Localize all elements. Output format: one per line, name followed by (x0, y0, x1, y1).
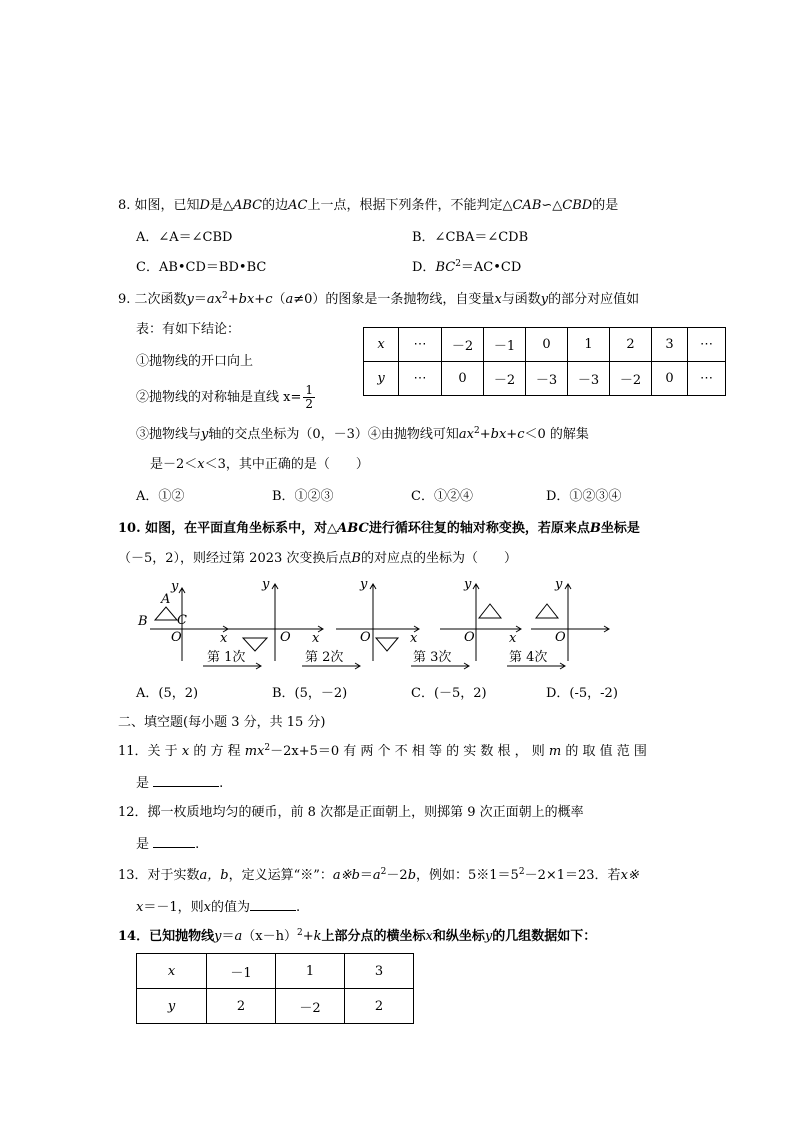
q13-stem: 13．对于实数a，b，定义运算“※”：$a※b=a^2-2b$，例如：$5※1=5^2-2\times 1=23$．若x※ (118, 867, 639, 883)
q8-option-b: B．∠CBA＝∠CDB (412, 230, 529, 245)
q14-stem: 14．已知抛物线$y=a(x-h)^2+k$上部分点的横坐标x和纵坐标y的几组数据如下： (118, 928, 597, 944)
origin-label: O (171, 630, 182, 645)
point-label-b: B (138, 614, 148, 629)
step-label: 第 3次 (413, 650, 452, 665)
axis-label-x: x (410, 631, 418, 646)
table-cell: ⋯ (688, 328, 726, 362)
q8-option-a: A．∠A＝∠CBD (136, 230, 233, 245)
table-cell: －2 (610, 362, 652, 396)
table-cell: 2 (610, 328, 652, 362)
axis-label-y: y (555, 577, 563, 592)
answer-blank[interactable] (153, 773, 219, 787)
table-cell: 2 (207, 989, 276, 1024)
table-cell: 1 (276, 954, 345, 989)
table-cell: －1 (207, 954, 276, 989)
axis-label-x: x (509, 631, 517, 646)
table-cell: 2 (345, 989, 414, 1024)
table-row (364, 362, 726, 396)
origin-label: O (555, 630, 566, 645)
q9-option-d: D．①②③④ (546, 489, 622, 504)
table-row (364, 328, 726, 362)
q11-answer-line: 是 . (136, 773, 223, 793)
q11-stem: 11．关 于 x 的 方 程 $mx^2-2x+5=0$ 有 两 个 不 相 等 的 实 数 根 ， 则 m 的 取 值 范 围 (118, 743, 647, 759)
q13-answer-line: x＝－1，则x的值为 . (136, 897, 300, 917)
table-cell: －2 (442, 328, 484, 362)
table-cell: －2 (276, 989, 345, 1024)
section-heading: 二、填空题(每小题 3 分，共 15 分) (118, 715, 326, 730)
answer-blank[interactable] (153, 834, 195, 848)
table-cell: －3 (526, 362, 568, 396)
q9-option-a: A．①② (136, 489, 185, 504)
answer-blank[interactable] (250, 897, 296, 911)
table-cell: 3 (345, 954, 414, 989)
q14-value-table (136, 953, 414, 1024)
table-cell: x (137, 954, 207, 989)
table-cell: ⋯ (688, 362, 726, 396)
table-row (137, 989, 414, 1024)
table-cell: 1 (568, 328, 610, 362)
q8-stem: 8. 如图，已知D是△ABC的边AC上一点，根据下列条件，不能判定△CAB∽△CBD的是 (118, 198, 619, 213)
q9-conclusion-1: ①抛物线的开口向上 (136, 354, 254, 369)
q10-option-d: D．(-5，-2) (546, 686, 618, 701)
q9-table-intro: 表：有如下结论： (136, 322, 241, 337)
q10-option-b: B．(5，－2) (272, 686, 348, 701)
table-cell: ⋯ (399, 328, 442, 362)
q9-conclusion-3-4: ③抛物线与y轴的交点坐标为（0，－3）④由抛物线可知$ax^2+bx+c<0$ 的解集 (136, 426, 589, 442)
axis-label-y: y (464, 577, 472, 592)
q12-answer-line: 是 . (136, 834, 199, 854)
axis-label-y: y (360, 577, 368, 592)
table-cell: 0 (442, 362, 484, 396)
q9-value-table (363, 327, 726, 396)
table-cell: 0 (526, 328, 568, 362)
table-cell: 0 (652, 362, 688, 396)
q10-stem-line1: 10. 如图，在平面直角坐标系中，对△ABC进行循环往复的轴对称变换，若原来点B坐标是 (118, 521, 640, 536)
q8-option-d: D．$BC^2=AC•CD$ (412, 259, 522, 275)
table-cell: ⋯ (399, 362, 442, 396)
axis-label-x: x (220, 631, 228, 646)
q8-option-c: C．AB•CD＝BD•BC (136, 260, 267, 275)
origin-label: O (360, 630, 371, 645)
q10-option-a: A．(5，2) (136, 686, 199, 701)
q10-transformation-figure (135, 576, 635, 676)
table-row (137, 954, 414, 989)
q9-option-b: B．①②③ (272, 489, 334, 504)
table-cell: x (364, 328, 399, 362)
table-cell: y (137, 989, 207, 1024)
q9-option-c: C．①②④ (411, 489, 473, 504)
table-cell: 3 (652, 328, 688, 362)
axis-label-y: y (171, 579, 179, 594)
table-cell: y (364, 362, 399, 396)
table-cell: －3 (568, 362, 610, 396)
axis-label-y: y (262, 577, 270, 592)
q12-stem: 12．掷一枚质地均匀的硬币，前 8 次都是正面朝上，则掷第 9 次正面朝上的概率 (118, 805, 584, 820)
step-label: 第 4次 (509, 650, 548, 665)
fraction: $\frac{1}{2}$ (305, 383, 314, 411)
step-label: 第 1次 (207, 650, 246, 665)
point-label-c: C (177, 613, 187, 628)
axis-label-x: x (312, 631, 320, 646)
q10-option-c: C．(－5，2) (411, 686, 487, 701)
table-cell: －2 (484, 362, 526, 396)
step-label: 第 2次 (305, 650, 344, 665)
origin-label: O (280, 630, 291, 645)
q9-conclusion-tail: 是－2＜x＜3，其中正确的是（ ） (150, 457, 369, 472)
q10-stem-line2: （－5，2），则经过第 2023 次变换后点B的对应点的坐标为（ ） (118, 551, 517, 566)
table-cell: －1 (484, 328, 526, 362)
point-label-a: A (161, 592, 171, 607)
q9-conclusion-2: ②抛物线的对称轴是直线 x= $\frac{1}{2}$ (136, 383, 314, 411)
q9-stem: 9. 二次函数$y=ax^2+bx+c(a\ne 0)$的图象是一条抛物线，自变量x与函数y的部分对应值如 (118, 291, 640, 307)
origin-label: O (464, 630, 475, 645)
